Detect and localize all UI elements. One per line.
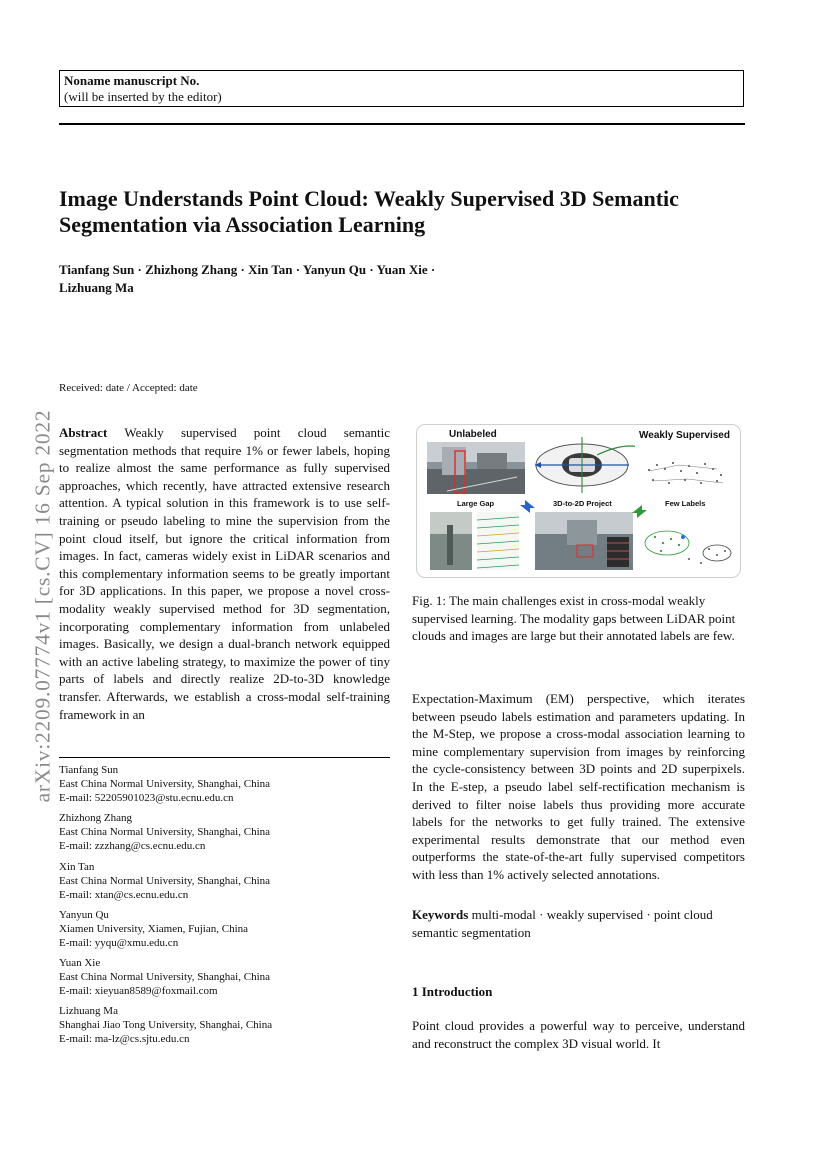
received-date: Received: date / Accepted: date bbox=[59, 382, 198, 394]
figure-label-weakly-supervised: Weakly Supervised bbox=[639, 430, 730, 441]
abstract-text: Weakly supervised point cloud semantic segmentation methods that require 1% or fewer labels, hoping to realize almost the same performance as fully supervised approaches, which recently, have attracted extensive research attention. A typical solution in this framework is to use self-training or pseudo labeling to mine the supervision from the point cloud itself, but ignore the critical information from images. In fact, cameras widely exist in LiDAR scenarios and this complementary information seems to be greatly important for 3D applications. In this paper, we propose a novel cross-modality weakly supervised method for 3D segmentation, incorporating complementary information from unlabeled images. Basically, we design a dual-branch network equipped with an active labeling strategy, to maximize the power of tiny parts of labels and directly realize 2D-to-3D knowledge transfer. Afterwards, we establish a cross-modal self-training framework in an bbox=[59, 425, 391, 722]
affiliation-2 bbox=[59, 811, 390, 853]
keywords-heading: Keywords bbox=[412, 907, 469, 922]
affiliation-name: Lizhuang Ma bbox=[59, 1005, 118, 1018]
affiliation-name: Yanyun Qu bbox=[59, 908, 109, 921]
figure-1 bbox=[416, 424, 741, 578]
manuscript-header-box bbox=[59, 70, 744, 107]
affiliation-5 bbox=[59, 956, 390, 998]
car-illustration bbox=[535, 437, 639, 493]
figure-graphics bbox=[417, 425, 741, 578]
affiliation-institution: East China Normal University, Shanghai, China bbox=[59, 971, 271, 984]
gap-arrow bbox=[520, 500, 535, 513]
abstract-heading: Abstract bbox=[59, 425, 108, 440]
manuscript-label: Noname manuscript No. bbox=[64, 73, 200, 88]
affiliations bbox=[59, 763, 390, 1053]
few-labels-arrow bbox=[632, 505, 647, 518]
street-photo-top bbox=[427, 442, 525, 494]
author-list bbox=[59, 261, 749, 297]
affiliation-name: Tianfang Sun bbox=[59, 764, 119, 776]
introduction-text: Point cloud provides a powerful way to perceive, understand and reconstruct the complex 3D visual world. It bbox=[412, 1018, 745, 1051]
camera-photo-bottom bbox=[430, 512, 472, 570]
affiliation-email: E-mail: yyqu@xmu.edu.cn bbox=[59, 936, 179, 949]
affiliation-name: Yuan Xie bbox=[59, 957, 101, 970]
few-labels-pointcloud bbox=[645, 531, 731, 564]
editor-note: (will be inserted by the editor) bbox=[64, 89, 222, 104]
affiliation-4 bbox=[59, 908, 390, 950]
projection-photo bbox=[535, 512, 633, 570]
figure-label-few-labels: Few Labels bbox=[665, 499, 706, 508]
keywords bbox=[412, 906, 745, 941]
paper-title: Image Understands Point Cloud: Weakly Supervised 3D Semantic Segmentation via Association Learning bbox=[59, 186, 679, 237]
affiliation-institution: East China Normal University, Shanghai, China bbox=[59, 874, 271, 887]
affiliation-email: E-mail: xtan@cs.ecnu.edu.cn bbox=[59, 888, 189, 901]
pointcloud-stripes bbox=[477, 512, 519, 570]
figure-label-3d-to-2d-project: 3D-to-2D Project bbox=[553, 499, 612, 508]
section-heading-introduction: 1 Introduction bbox=[412, 984, 493, 999]
affiliation-institution: Shanghai Jiao Tong University, Shanghai, China bbox=[59, 1019, 273, 1032]
affiliation-institution: East China Normal University, Shanghai, China bbox=[59, 778, 271, 790]
affiliation-name: Zhizhong Zhang bbox=[59, 812, 133, 825]
affiliation-email: E-mail: zzzhang@cs.ecnu.edu.cn bbox=[59, 840, 206, 853]
affiliation-institution: Xiamen University, Xiamen, Fujian, China bbox=[59, 922, 249, 935]
affiliation-3 bbox=[59, 860, 390, 902]
abstract bbox=[59, 424, 390, 723]
footnote-rule bbox=[59, 757, 390, 758]
arxiv-stamp-text: arXiv:2209.07774v1 [cs.CV] 16 Sep 2022 bbox=[30, 409, 55, 803]
figure-label-large-gap: Large Gap bbox=[457, 499, 495, 508]
header-rule bbox=[59, 123, 745, 125]
affiliation-email: E-mail: xieyuan8589@foxmail.com bbox=[59, 985, 218, 998]
point-cloud-top bbox=[635, 443, 733, 493]
figure-caption: Fig. 1: The main challenges exist in cross-modal weakly supervised learning. The modality gaps between LiDAR point clouds and images are large but their annotated labels are few. bbox=[412, 593, 736, 644]
affiliation-6 bbox=[59, 1004, 390, 1046]
figure-label-unlabeled: Unlabeled bbox=[449, 429, 497, 440]
affiliation-name: Xin Tan bbox=[59, 860, 95, 873]
affiliation-institution: East China Normal University, Shanghai, China bbox=[59, 826, 271, 839]
arxiv-stamp bbox=[23, 362, 63, 850]
affiliation-1 bbox=[59, 763, 390, 805]
abstract-continuation: Expectation-Maximum (EM) perspective, which iterates between pseudo labels estimation and parameters updating. In the M-Step, we propose a cross-modal association learning to mine complementary supervision from images by reinforcing the cycle-consistency between 3D points and 2D superpixels. In the E-step, a pseudo label self-rectification mechanism is derived to filter noise labels thus providing more accurate labels for the networks to get fully trained. The extensive experimental results demonstrate that our method even outperforms the state-of-the-art fully supervised competitors with less than 1% actively selected annotations. bbox=[412, 691, 745, 882]
author-line-1: Tianfang Sun · Zhizhong Zhang · Xin Tan · Yanyun Qu · Yuan Xie · bbox=[59, 262, 436, 277]
affiliation-email: E-mail: ma-lz@cs.sjtu.edu.cn bbox=[59, 1033, 190, 1046]
author-line-2: Lizhuang Ma bbox=[59, 280, 134, 295]
affiliation-email: E-mail: 52205901023@stu.ecnu.edu.cn bbox=[59, 792, 234, 804]
keywords-text: multi-modal · weakly supervised · point cloud semantic segmentation bbox=[412, 907, 713, 940]
